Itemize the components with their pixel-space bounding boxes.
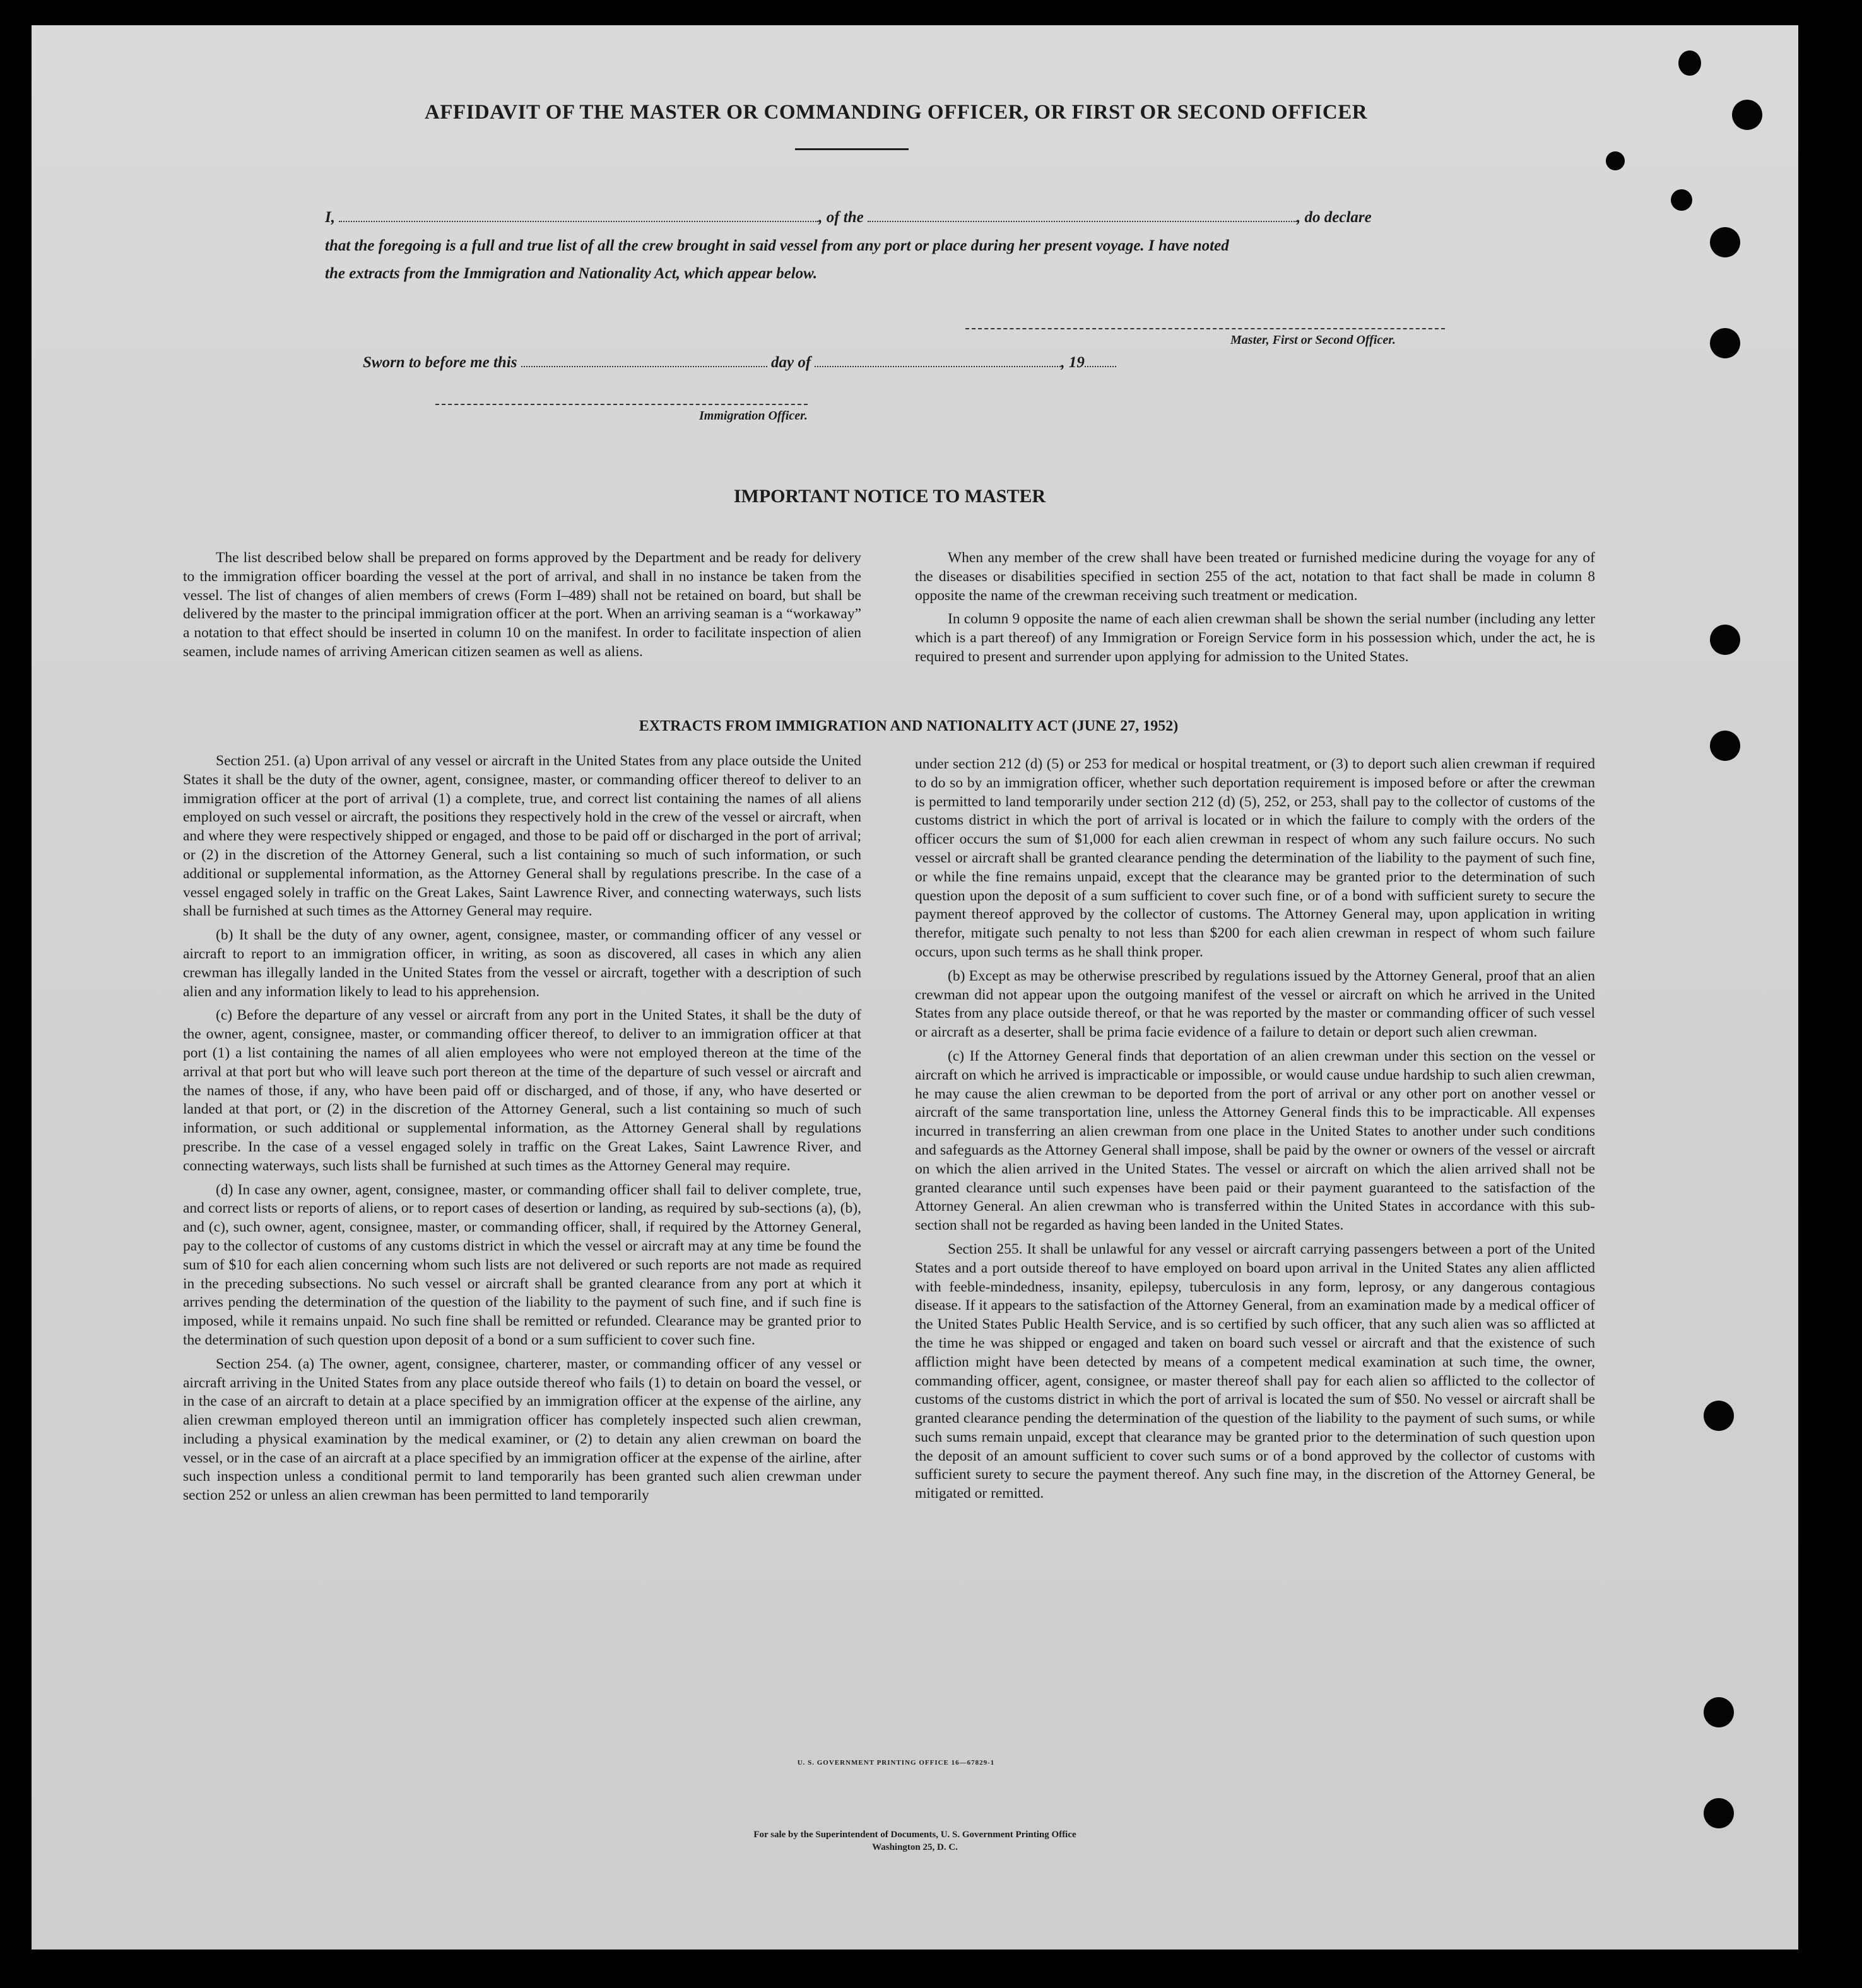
- section-254-a: Section 254. (a) The owner, agent, consignee, charterer, master, or commanding officer of any vessel or aircraft arriving in the United States from any place outside thereof who fails (1) to detain on board the vessel, or in the case of an aircraft to detain at a place specified by an immigration officer at the expense of the airline, any alien crewman employed thereon until an immigration officer has completely inspected such alien crewman, including a physical examination by the medical examiner, or (2) to detain any alien crewman on board the vessel, or in the case of an aircraft at a place specified by an immigration officer at the expense of the airline, after such inspection unless a conditional permit to land temporarily has been granted such alien crewman under section 252 or unless an alien crewman has been permitted to land temporarily: [183, 1355, 861, 1504]
- sale-notice: [568, 1828, 1262, 1854]
- year-prefix: , 19: [1061, 354, 1085, 371]
- notice-left-column: [183, 549, 861, 667]
- section-254-b: (b) Except as may be otherwise prescribed by regulations issued by the Attorney General, proof that an alien crewman did not appear upon the outgoing manifest of the vessel or aircraft on which he arrived in the United States from any place outside thereof, or that he was reported by the master or commanding officer of such vessel or aircraft as a deserter, shall be prima facie evidence of a failure to detain or deport such alien crewman.: [915, 967, 1595, 1041]
- section-251-c: (c) Before the departure of any vessel or aircraft from any port in the United States, it shall be the duty of the owner, agent, consignee, master, or commanding officer thereof, to deliver to an immigration officer at that port (1) a list containing the names of all alien employees who were not employed thereon at the time of the arrival at that port but who will leave such port thereon at the time of the departure of such vessel or aircraft and the names of those, if any, who have been paid off or discharged, and of those, if any, who have deserted or landed at that port, or (2) in the discretion of the Attorney General, such a list containing so much of such information, or such additional or supplemental information, as the Attorney General shall by regulations prescribe. In the case of a vessel engaged solely in traffic on the Great Lakes, Saint Lawrence River, and connecting waterways, such lists shall be furnished at such times as the Attorney General may require.: [183, 1007, 861, 1174]
- binder-hole: [1704, 1401, 1734, 1431]
- section-255: Section 255. It shall be unlawful for any vessel or aircraft carrying passengers between a port of the United States and a port outside thereof to have employed on board upon arrival in the United States any alien afflicted with feeble-mindedness, insanity, epilepsy, tuberculosis in any form, leprosy, or any dangerous contagious disease. If it appears to the satisfaction of the Attorney General, from an examination made by a medical officer of the United States Public Health Service, and is so certified by such officer, that any such alien was so afflicted at the time he was shipped or engaged and taken on board such vessel or aircraft and that the existence of such affliction might have been detected by means of a competent medical examination at such time, the owner, commanding officer, agent, consignee, or master thereof shall pay for each alien so afflicted to the collector of customs of the customs district in which the port of arrival is located the sum of $50. No vessel or aircraft shall be granted clearance pending the determination of the question of the liability to the payment of such sums, or while such sums remain unpaid, except that clearance may be granted prior to the determination of such question upon the deposit of an amount sufficient to cover such sums or of a bond approved by the collector of customs with sufficient surety to secure the payment thereof. Any such fine may, in the discretion of the Attorney General, be mitigated or remitted.: [915, 1240, 1595, 1502]
- section-251-d: (d) In case any owner, agent, consignee, master, or commanding officer shall fail to deliver complete, true, and correct lists or reports of aliens, or to report cases of desertion or landing, as required by sub-sections (a), (b), and (c), such owner, agent, consignee, master, or commanding officer, shall, if required by the Attorney General, pay to the collector of customs of any customs district in which the vessel or aircraft may at any time be found the sum of $10 for each alien concerning whom such lists are not delivered or such reports are not made as required in the preceding subsections. No such vessel or aircraft shall be granted clearance from any port at which it arrives pending the determination of the question of the liability to the payment of such fine, and if such fine is imposed, while it remains unpaid. No such fine shall be remitted or refunded. Clearance may be granted prior to the determination of such question upon deposit of a bond or a sum sufficient to cover such fine.: [183, 1181, 861, 1348]
- year-field[interactable]: [1085, 353, 1116, 367]
- notice-right-text-1: When any member of the crew shall have been treated or furnished medicine during the voyage for any of the diseases or disabilities specified in section 255 of the act, notation to that fact shall be made in column 8 opposite the name of the crewman receiving such treatment or medication.: [915, 550, 1595, 604]
- affidavit-declare: , do declare: [1297, 209, 1372, 226]
- sale-line-1: For sale by the Superintendent of Documents, U. S. Government Printing Office: [753, 1830, 1076, 1840]
- extracts-right-column: [915, 755, 1595, 1509]
- affidavit-line-3: the extracts from the Immigration and Nationality Act, which appear below.: [325, 265, 818, 282]
- month-field[interactable]: [815, 353, 1061, 367]
- binder-hole: [1710, 625, 1740, 655]
- sworn-label: Sworn to before me this: [363, 354, 517, 371]
- affidavit-i: I,: [325, 209, 335, 226]
- binder-hole: [1710, 731, 1740, 761]
- notice-right-text-2: In column 9 opposite the name of each alien crewman shall be shown the serial number (including any letter which is a part thereof) of any Immigration or Foreign Service form in his possession which, under the act, he is required to present and surrender upon applying for admission to the United States.: [915, 611, 1595, 665]
- vessel-field[interactable]: [868, 208, 1297, 222]
- section-254-c: (c) If the Attorney General finds that deportation of an alien crewman under this section on the vessel or aircraft on which he arrived is impracticable or impossible, or would cause undue hardship to such alien crewman, he may cause the alien crewman to be deported from the port of arrival or any other port on another vessel or aircraft of the same transportation line, unless the Attorney General finds this to be impracticable. All expenses incurred in transferring an alien crewman from one place in the United States to another under such conditions and safeguards as the Attorney General shall impose, shall be paid by the owner or owners of the vessel or aircraft on which the alien arrived in the United States. The vessel or aircraft on which the alien arrived shall not be granted clearance until such expenses have been paid or their payment guaranteed to the satisfaction of the Attorney General. An alien crewman who is transferred within the United States in accordance with this sub-section shall not be regarded as having been landed in the United States.: [915, 1047, 1595, 1234]
- notice-right-column: [915, 549, 1595, 672]
- affidavit-of-the: , of the: [818, 209, 864, 226]
- binder-hole: [1710, 227, 1740, 257]
- master-label: Master, First or Second Officer.: [1230, 333, 1396, 347]
- binder-hole: [1678, 50, 1701, 76]
- sworn-date-field[interactable]: [521, 353, 767, 367]
- binder-hole: [1704, 1697, 1734, 1727]
- printing-office-line: U. S. GOVERNMENT PRINTING OFFICE 16—67829-1: [797, 1759, 995, 1767]
- sworn-line: [363, 353, 1116, 372]
- affidavit-title: AFFIDAVIT OF THE MASTER OR COMMANDING OFFICER, OR FIRST OR SECOND OFFICER: [424, 101, 1368, 124]
- master-signature-line[interactable]: [965, 328, 1445, 329]
- binder-hole: [1710, 328, 1740, 358]
- immigration-officer-label: Immigration Officer.: [699, 409, 808, 423]
- title-rule: [795, 148, 909, 150]
- affidavit-line-2: that the foregoing is a full and true list of all the crew brought in said vessel from any port or place during her present voyage. I have noted: [325, 237, 1229, 254]
- section-251-a: Section 251. (a) Upon arrival of any vessel or aircraft in the United States from any place outside the United States it shall be the duty of the owner, agent, consignee, master, or commanding officer thereof to deliver to an immigration officer at the port of arrival (1) a complete, true, and correct list containing the names of all aliens employed on such vessel or aircraft, the positions they respectively hold in the crew of the vessel or aircraft, when and where they were respectively shipped or engaged, and those to be paid off or discharged in the port of arrival; or (2) in the discretion of the Attorney General, such a list containing so much of such information, or such additional or supplemental information, as the Attorney General shall by regulations prescribe. In the case of a vessel engaged solely in traffic on the Great Lakes, Saint Lawrence River, and connecting waterways, such lists shall be furnished at such times as the Attorney General may require.: [183, 753, 861, 920]
- section-254-a-cont: under section 212 (d) (5) or 253 for medical or hospital treatment, or (3) to deport such alien crewman if required to do so by an immigration officer, whether such deportation requirement is imposed before or after the crewman is permitted to land temporarily under section 212 (d) (5), 252, or 253, shall pay to the collector of customs of the customs district in which the port of arrival is located or in which the failure to comply with the orders of the officer occurs the sum of $1,000 for each alien crewman in respect of whom any such failure occurs. No such vessel or aircraft shall be granted clearance pending the determination of the liability to the payment of such fine, or while the fine remains unpaid, except that the clearance may be granted prior to the determination of such question upon the deposit of a sum sufficient to cover such fine, or of a bond with sufficient surety to secure the payment thereof approved by the collector of customs. The Attorney General may, upon application in writing therefor, mitigate such penalty to not less than $200 for each alien crewman in respect of whom such failure occurs, upon such terms as he shall think proper.: [915, 756, 1595, 960]
- extracts-left-column: [183, 752, 861, 1510]
- day-of-label: day of: [770, 354, 811, 371]
- binder-hole: [1671, 189, 1692, 211]
- immigration-officer-signature-line[interactable]: [435, 404, 808, 405]
- sale-line-2: Washington 25, D. C.: [872, 1842, 958, 1852]
- binder-hole: [1704, 1798, 1734, 1828]
- section-251-b: (b) It shall be the duty of any owner, agent, consignee, master, or commanding officer of any vessel or aircraft to report to an immigration officer, in writing, as soon as discovered, all cases in which any alien crewman has illegally landed in the United States from the vessel or aircraft, together with a description of such alien and any information likely to lead to his apprehension.: [183, 927, 861, 1000]
- extracts-heading: EXTRACTS FROM IMMIGRATION AND NATIONALITY ACT (JUNE 27, 1952): [639, 718, 1179, 734]
- name-field[interactable]: [339, 208, 818, 222]
- notice-left-text: The list described below shall be prepared on forms approved by the Department and be ready for delivery to the immigration officer boarding the vessel at the port of arrival, and shall in no instance be taken from the vessel. The list of changes of alien members of crews (Form I–489) shall not be retained on board, but shall be delivered by the master to the principal immigration officer at the port. When an arriving seaman is a “workaway” a notation to that effect should be inserted in column 10 on the manifest. In order to facilitate inspection of alien seamen, include names of arriving American citizen seamen as well as aliens.: [183, 550, 861, 660]
- binder-hole: [1606, 151, 1625, 170]
- affidavit-line-1: [325, 208, 1372, 226]
- binder-hole: [1732, 100, 1762, 130]
- notice-heading: IMPORTANT NOTICE TO MASTER: [733, 486, 1046, 507]
